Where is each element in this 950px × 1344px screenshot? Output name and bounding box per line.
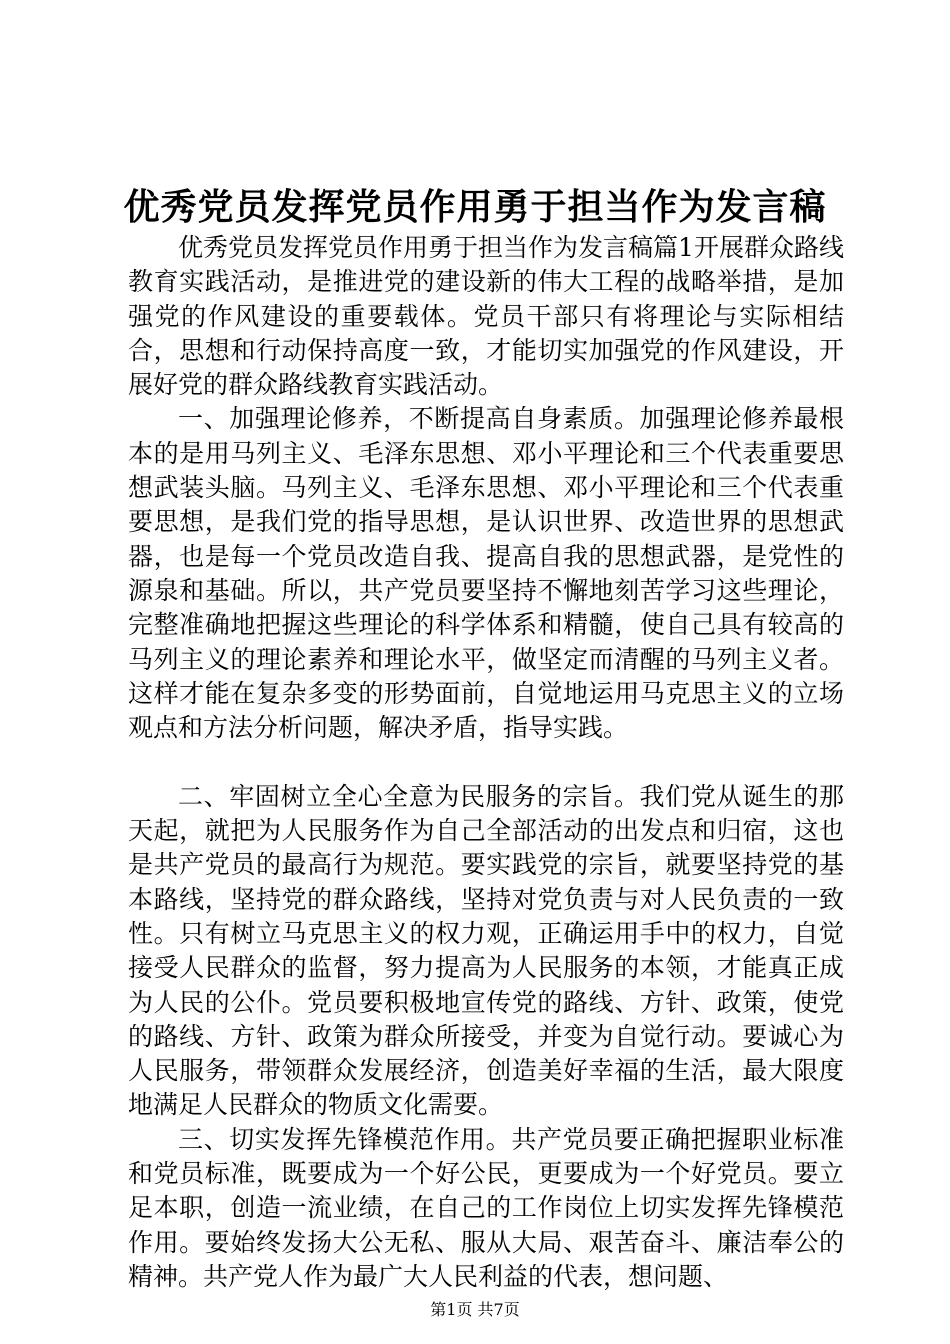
paragraph-section-1: 一、加强理论修养，不断提高自身素质。加强理论修养最根本的是用马列主义、毛泽东思想、邓小平理论和三个代表重要思想武装头脑。马列主义、毛泽东思想、邓小平理论和三个代表重要思想，是我们党的指导思想，是认识世界、改造世界的思想武器，也是每一个党员改造自我、提高自我的思想武器，是党性的源泉和基础。所以，共产党员要坚持不懈地刻苦学习这些理论，完整准确地把握这些理论的科学体系和精髓，使自己具有较高的马列主义的理论素养和理论水平，做坚定而清醒的马列主义者。这样才能在复杂多变的形势面前，自觉地运用马克思主义的立场观点和方法分析问题，解决矛盾，指导实践。 [128, 404, 844, 743]
paragraph-gap [128, 745, 844, 779]
paragraph-section-2: 二、牢固树立全心全意为民服务的宗旨。我们党从诞生的那天起，就把为人民服务作为自己全部活动的出发点和归宿，这也是共产党员的最高行为规范。要实践党的宗旨，就要坚持党的基本路线，坚持党的群众路线，坚持对党负责与对人民负责的一致性。只有树立马克思主义的权力观，正确运用手中的权力，自觉接受人民群众的监督，努力提高为人民服务的本领，才能真正成为人民的公仆。党员要积极地宣传党的路线、方针、政策，使党的路线、方针、政策为群众所接受，并变为自觉行动。要诚心为人民服务，带领群众发展经济，创造美好幸福的生活，最大限度地满足人民群众的物质文化需要。 [128, 781, 844, 1120]
page-footer: 第1页 共7页 [430, 1300, 520, 1319]
document-title: 优秀党员发挥党员作用勇于担当作为发言稿 [123, 186, 827, 228]
paragraph-intro: 优秀党员发挥党员作用勇于担当作为发言稿篇1开展群众路线教育实践活动，是推进党的建设新的伟大工程的战略举措，是加强党的作风建设的重要载体。党员干部只有将理论与实际相结合，思想和行动保持高度一致，才能切实加强党的作风建设，开展好党的群众路线教育实践活动。 [128, 233, 844, 400]
paragraph-section-3: 三、切实发挥先锋模范作用。共产党员要正确把握职业标准和党员标准，既要成为一个好公民，更要成为一个好党员。要立足本职，创造一流业绩，在自己的工作岗位上切实发挥先锋模范作用。要始终发扬大公无私、服从大局、艰苦奋斗、廉洁奉公的精神。共产党人作为最广大人民利益的代表，想问题、 [128, 1124, 844, 1291]
document-body [128, 231, 844, 1294]
